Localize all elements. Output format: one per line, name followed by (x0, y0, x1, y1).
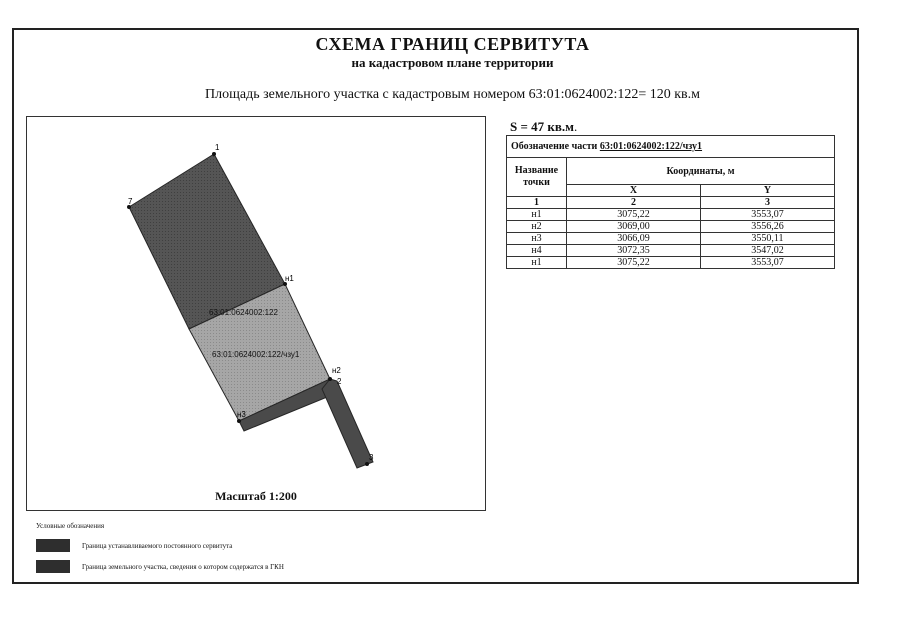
legend-swatch (36, 560, 70, 573)
point-label: н3 (237, 410, 246, 419)
point-label: 3 (369, 453, 374, 462)
y-cell: 3553,07 (700, 257, 834, 269)
map-scale: Масштаб 1:200 (215, 489, 297, 503)
x-cell: 3069,00 (567, 221, 701, 233)
legend-label: Граница земельного участка, сведения о котором содержатся в ГКН (82, 563, 284, 571)
document-subtitle: на кадастровом плане территории (351, 55, 554, 70)
y-cell: 3553,07 (700, 209, 834, 221)
y-cell: 3547,02 (700, 245, 834, 257)
vertex-marker (237, 419, 241, 423)
easement-area: S = 47 кв.м. (510, 119, 578, 134)
point-cell: н2 (507, 221, 567, 233)
column-header-y: Y (700, 185, 834, 197)
index-cell: 1 (507, 197, 567, 209)
table-row (507, 233, 835, 245)
point-label: н1 (285, 274, 294, 283)
vertex-marker (365, 462, 369, 466)
parcel-number-label: 63:01:0624002:122 (209, 308, 278, 317)
y-cell: 3556,26 (700, 221, 834, 233)
legend-title: Условные обозначения (36, 522, 105, 530)
column-header-point: Название точки (507, 158, 567, 197)
coordinates-table (506, 135, 835, 269)
point-label: 7 (128, 197, 133, 206)
table-row (507, 257, 835, 269)
document-title: СХЕМА ГРАНИЦ СЕРВИТУТА (315, 34, 590, 54)
point-label: н2 (332, 366, 341, 375)
legend-label: Граница устанавливаемого постоянного сервитута (82, 542, 233, 550)
table-row (507, 209, 835, 221)
x-cell: 3066,09 (567, 233, 701, 245)
index-cell: 3 (700, 197, 834, 209)
x-cell: 3072,35 (567, 245, 701, 257)
table-row (507, 245, 835, 257)
parcel-tail (322, 379, 373, 468)
point-cell: н1 (507, 257, 567, 269)
parcel-area-line: Площадь земельного участка с кадастровым номером 63:01:0624002:122= 120 кв.м (204, 87, 701, 102)
point-cell: н3 (507, 233, 567, 245)
y-cell: 3550,11 (700, 233, 834, 245)
legend-swatch (36, 539, 70, 552)
x-cell: 3075,22 (567, 209, 701, 221)
vertex-marker (328, 377, 332, 381)
point-cell: н1 (507, 209, 567, 221)
scheme-map (26, 116, 486, 511)
point-label: 2 (337, 377, 342, 386)
easement-part-label: 63:01:0624002:122/чзу1 (212, 350, 300, 359)
point-cell: н4 (507, 245, 567, 257)
part-caption: Обозначение части 63:01:0624002:122/чзу1 (507, 136, 835, 158)
x-cell: 3075,22 (567, 257, 701, 269)
part-designation: 63:01:0624002:122/чзу1 (599, 141, 703, 152)
column-header-x: X (567, 185, 701, 197)
table-row (507, 221, 835, 233)
point-label: 1 (215, 143, 220, 152)
index-cell: 2 (567, 197, 701, 209)
column-header-coords: Координаты, м (567, 158, 835, 185)
vertex-marker (212, 152, 216, 156)
scheme-drawing (27, 117, 487, 512)
